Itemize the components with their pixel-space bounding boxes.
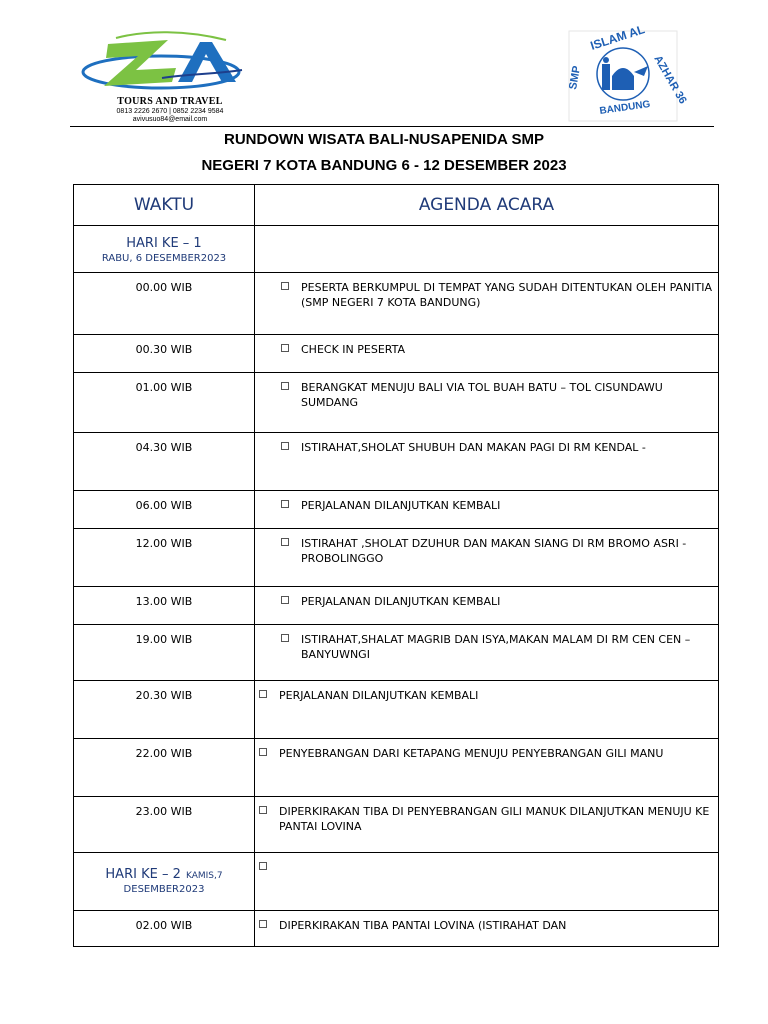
checkbox-bullet-icon <box>259 748 267 756</box>
agenda-item <box>255 529 718 566</box>
checkbox-bullet-icon <box>281 596 289 604</box>
document-subtitle: NEGERI 7 KOTA BANDUNG 6 - 12 DESEMBER 2023 <box>201 157 567 174</box>
agenda-text: CHECK IN PESERTA <box>301 343 406 356</box>
time-cell: 13.00 WIB <box>74 587 255 625</box>
day-date: DESEMBER2023 <box>123 884 205 895</box>
time-cell: 00.30 WIB <box>74 335 255 373</box>
table-row <box>74 335 719 373</box>
time-cell: 06.00 WIB <box>74 491 255 529</box>
table-row <box>74 587 719 625</box>
agenda-cell <box>255 625 719 681</box>
agenda-text: PESERTA BERKUMPUL DI TEMPAT YANG SUDAH DITENTUKAN OLEH PANITIA (SMP NEGERI 7 KOTA BANDUNG) <box>301 281 712 309</box>
table-row <box>74 625 719 681</box>
table-row <box>74 273 719 335</box>
day-row <box>74 226 719 273</box>
checkbox-bullet-icon <box>281 634 289 642</box>
time-cell: 00.00 WIB <box>74 273 255 335</box>
day-label <box>74 226 255 273</box>
rundown-body <box>74 226 719 947</box>
svg-text:ISLAM AL: ISLAM AL <box>588 22 647 53</box>
agenda-cell <box>255 529 719 587</box>
time-cell: 02.00 WIB <box>74 911 255 947</box>
agenda-item <box>255 681 718 703</box>
table-row <box>74 529 719 587</box>
agenda-cell <box>255 433 719 491</box>
school-seal-icon <box>567 22 689 122</box>
day-agenda-empty <box>255 226 719 273</box>
agenda-cell <box>255 911 719 947</box>
time-cell: 22.00 WIB <box>74 739 255 797</box>
agenda-item <box>255 739 718 761</box>
agenda-text: DIPERKIRAKAN TIBA PANTAI LOVINA (ISTIRAHAT DAN <box>279 919 567 932</box>
svg-text:BANDUNG: BANDUNG <box>598 98 652 117</box>
agenda-item <box>255 491 718 513</box>
agenda-cell <box>255 273 719 335</box>
checkbox-bullet-icon <box>259 862 267 870</box>
agenda-item <box>255 853 718 870</box>
document-header <box>0 0 768 128</box>
travel-brand-name: TOURS AND TRAVEL <box>117 96 223 107</box>
table-row <box>74 373 719 433</box>
checkbox-bullet-icon <box>259 690 267 698</box>
day-row <box>74 853 719 911</box>
agenda-cell <box>255 373 719 433</box>
agenda-item <box>255 625 718 662</box>
header-divider <box>70 126 714 127</box>
table-row <box>74 911 719 947</box>
table-row <box>74 739 719 797</box>
travel-logo <box>76 30 246 124</box>
document-title: RUNDOWN WISATA BALI-NUSAPENIDA SMP <box>224 131 544 148</box>
day-weekday: KAMIS,7 <box>185 871 223 881</box>
agenda-item <box>255 433 718 455</box>
checkbox-bullet-icon <box>281 500 289 508</box>
time-cell: 04.30 WIB <box>74 433 255 491</box>
day-label <box>74 853 255 911</box>
agenda-item <box>255 797 718 834</box>
checkbox-bullet-icon <box>281 538 289 546</box>
time-cell: 12.00 WIB <box>74 529 255 587</box>
za-logo-icon <box>76 30 246 100</box>
table-row <box>74 433 719 491</box>
agenda-text: PENYEBRANGAN DARI KETAPANG MENUJU PENYEBRANGAN GILI MANU <box>279 747 664 760</box>
agenda-text: DIPERKIRAKAN TIBA DI PENYEBRANGAN GILI MANUK DILANJUTKAN MENUJU KE PANTAI LOVINA <box>279 805 710 833</box>
school-logo <box>567 22 689 122</box>
header-waktu: WAKTU <box>74 185 255 226</box>
time-cell: 23.00 WIB <box>74 797 255 853</box>
checkbox-bullet-icon <box>259 806 267 814</box>
agenda-cell <box>255 491 719 529</box>
agenda-cell <box>255 739 719 797</box>
agenda-text: PERJALANAN DILANJUTKAN KEMBALI <box>279 689 479 702</box>
agenda-cell <box>255 335 719 373</box>
checkbox-bullet-icon <box>281 344 289 352</box>
time-cell: 19.00 WIB <box>74 625 255 681</box>
header-agenda: AGENDA ACARA <box>255 185 719 226</box>
svg-text:AZHAR 36: AZHAR 36 <box>651 53 689 107</box>
agenda-text: ISTIRAHAT,SHALAT MAGRIB DAN ISYA,MAKAN MALAM DI RM CEN CEN – BANYUWNGI <box>301 633 691 661</box>
agenda-item <box>255 373 718 410</box>
agenda-item <box>255 587 718 609</box>
agenda-text: BERANGKAT MENUJU BALI VIA TOL BUAH BATU – TOL CISUNDAWU SUMDANG <box>301 381 663 409</box>
agenda-item <box>255 335 718 357</box>
agenda-text: PERJALANAN DILANJUTKAN KEMBALI <box>301 499 501 512</box>
table-row <box>74 797 719 853</box>
agenda-text: ISTIRAHAT,SHOLAT SHUBUH DAN MAKAN PAGI DI RM KENDAL - <box>301 441 646 454</box>
agenda-text: ISTIRAHAT ,SHOLAT DZUHUR DAN MAKAN SIANG DI RM BROMO ASRI - PROBOLINGGO <box>301 537 687 565</box>
day-number: HARI KE – 2 <box>105 867 181 882</box>
agenda-cell <box>255 587 719 625</box>
table-row <box>74 491 719 529</box>
time-cell: 01.00 WIB <box>74 373 255 433</box>
travel-phones: 0813 2226 2670 | 0852 2234 9584 <box>116 108 224 115</box>
day-agenda-empty <box>255 853 719 911</box>
day-date: RABU, 6 DESEMBER2023 <box>101 253 227 264</box>
agenda-item <box>255 911 718 933</box>
agenda-text: PERJALANAN DILANJUTKAN KEMBALI <box>301 595 501 608</box>
agenda-cell <box>255 681 719 739</box>
checkbox-bullet-icon <box>281 442 289 450</box>
table-header-row <box>74 185 719 226</box>
day-number: HARI KE – 1 <box>126 236 202 251</box>
time-cell: 20.30 WIB <box>74 681 255 739</box>
travel-contact <box>100 108 240 124</box>
checkbox-bullet-icon <box>259 920 267 928</box>
agenda-cell <box>255 797 719 853</box>
svg-text:SMP: SMP <box>567 64 584 91</box>
agenda-item <box>255 273 718 310</box>
table-row <box>74 681 719 739</box>
checkbox-bullet-icon <box>281 282 289 290</box>
rundown-table <box>73 184 719 947</box>
checkbox-bullet-icon <box>281 382 289 390</box>
travel-email: avivusuo84@email.com <box>132 116 208 123</box>
